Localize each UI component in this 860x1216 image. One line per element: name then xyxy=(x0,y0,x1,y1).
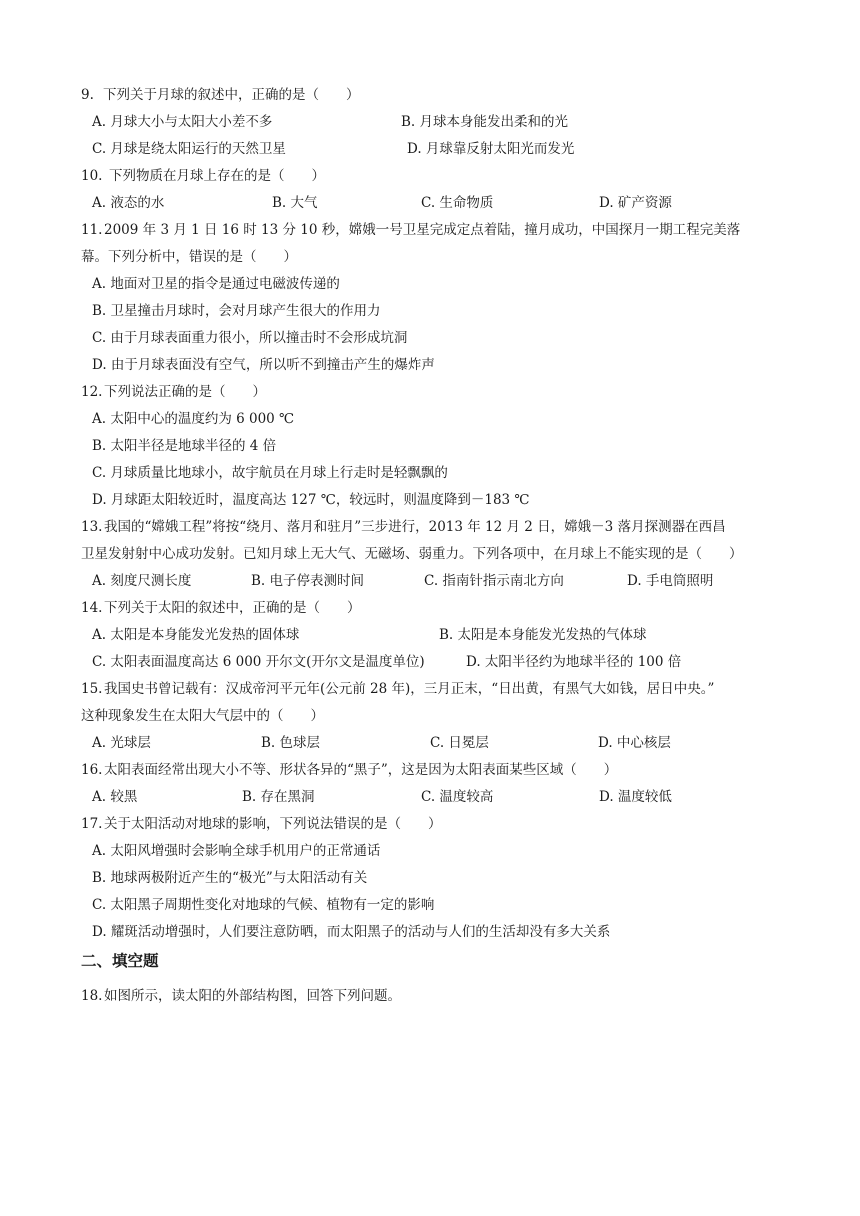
question-15-cont xyxy=(0,707,860,734)
option-d: D. 温度较低 xyxy=(599,789,672,805)
question-stem: 下列关于太阳的叙述中，正确的是（ ） xyxy=(104,600,361,616)
option-d: D. 太阳半径约为地球半径的 100 倍 xyxy=(466,654,682,670)
option-row xyxy=(0,410,860,437)
option-c: C. 由于月球表面重力很小，所以撞击时不会形成坑洞 xyxy=(92,330,408,346)
option-b: B. 太阳是本身能发光发热的气体球 xyxy=(439,627,647,643)
options-row xyxy=(0,113,860,140)
question-stem: 下列关于月球的叙述中，正确的是（ ） xyxy=(103,87,360,103)
option-c: C. 指南针指示南北方向 xyxy=(424,573,564,589)
option-row xyxy=(0,896,860,923)
question-number: 9. xyxy=(81,87,94,103)
option-d: D. 耀斑活动增强时，人们要注意防晒，而太阳黑子的活动与人们的生活却没有多大关系 xyxy=(92,924,611,940)
question-stem: 太阳表面经常出现大小不等、形状各异的“黑子”，这是因为太阳表面某些区域（ ） xyxy=(104,762,618,778)
question-15 xyxy=(0,680,860,707)
option-a: A. 较黑 xyxy=(92,789,138,805)
option-row xyxy=(0,302,860,329)
question-stem-line2: 幕。下列分析中，错误的是（ ） xyxy=(81,249,297,265)
question-number: 14. xyxy=(81,600,103,616)
option-a: A. 刻度尺测长度 xyxy=(92,573,192,589)
question-number: 15. xyxy=(81,681,103,697)
option-b: B. 地球两极附近产生的“极光”与太阳活动有关 xyxy=(92,870,368,886)
options-row xyxy=(0,653,860,680)
question-stem: 如图所示，读太阳的外部结构图，回答下列问题。 xyxy=(104,988,401,1004)
question-stem-line2: 卫星发射射中心成功发射。已知月球上无大气、无磁场、弱重力。下列各项中，在月球上不能实现的是（ ） xyxy=(81,546,743,562)
option-b: B. 太阳半径是地球半径的 4 倍 xyxy=(92,438,277,454)
question-number: 10. xyxy=(81,168,103,184)
question-number: 13. xyxy=(81,519,103,535)
option-d: D. 月球靠反射太阳光而发光 xyxy=(407,141,575,157)
option-a: A. 太阳风增强时会影响全球手机用户的正常通话 xyxy=(92,843,381,859)
option-d: D. 矿产资源 xyxy=(599,195,672,211)
question-11-cont xyxy=(0,248,860,275)
option-a: A. 太阳中心的温度约为 6 000 ℃ xyxy=(92,411,295,427)
question-10 xyxy=(0,167,860,194)
question-number: 18. xyxy=(81,988,103,1004)
option-row xyxy=(0,842,860,869)
question-stem: 下列物质在月球上存在的是（ ） xyxy=(109,168,325,184)
question-number: 16. xyxy=(81,762,103,778)
option-c: C. 月球是绕太阳运行的天然卫星 xyxy=(92,141,286,157)
option-c: C. 太阳黑子周期性变化对地球的气候、植物有一定的影响 xyxy=(92,897,435,913)
option-row xyxy=(0,437,860,464)
question-18 xyxy=(0,987,860,1014)
option-row xyxy=(0,329,860,356)
question-number: 12. xyxy=(81,384,103,400)
options-row xyxy=(0,626,860,653)
question-13-cont xyxy=(0,545,860,572)
option-d: D. 月球距太阳较近时，温度高达 127 ℃，较远时，则温度降到－183 ℃ xyxy=(92,492,530,508)
option-b: B. 月球本身能发出柔和的光 xyxy=(401,114,569,130)
question-17 xyxy=(0,815,860,842)
question-number: 11. xyxy=(81,222,103,238)
option-d: D. 手电筒照明 xyxy=(627,573,714,589)
option-row xyxy=(0,275,860,302)
options-row xyxy=(0,194,860,221)
option-c: C. 日冕层 xyxy=(430,735,489,751)
section-heading: 二、填空题 xyxy=(81,952,159,970)
option-b: B. 色球层 xyxy=(261,735,321,751)
option-row xyxy=(0,464,860,491)
question-12 xyxy=(0,383,860,410)
option-row xyxy=(0,356,860,383)
option-a: A. 月球大小与太阳大小差不多 xyxy=(92,114,273,130)
question-11 xyxy=(0,221,860,248)
question-stem: 下列说法正确的是（ ） xyxy=(104,384,266,400)
question-16 xyxy=(0,761,860,788)
question-stem-line1: 我国的“嫦娥工程”将按“绕月、落月和驻月”三步进行，2013 年 12 月 2 日，嫦娥－3 落月探测器在西昌 xyxy=(104,519,726,535)
option-a: A. 太阳是本身能发光发热的固体球 xyxy=(92,627,300,643)
option-d: D. 中心核层 xyxy=(598,735,671,751)
question-number: 17. xyxy=(81,816,103,832)
option-a: A. 液态的水 xyxy=(92,195,165,211)
option-b: B. 卫星撞击月球时，会对月球产生很大的作用力 xyxy=(92,303,381,319)
question-14 xyxy=(0,599,860,626)
option-d: D. 由于月球表面没有空气，所以听不到撞击产生的爆炸声 xyxy=(92,357,435,373)
question-stem-line1: 2009 年 3 月 1 日 16 时 13 分 10 秒，嫦娥一号卫星完成定点着陆，撞月成功，中国探月一期工程完美落 xyxy=(104,222,741,238)
question-9 xyxy=(0,86,860,113)
option-b: B. 大气 xyxy=(272,195,318,211)
question-stem-line2: 这种现象发生在太阳大气层中的（ ） xyxy=(81,708,324,724)
option-c: C. 月球质量比地球小，故宇航员在月球上行走时是轻飘飘的 xyxy=(92,465,448,481)
option-c: C. 温度较高 xyxy=(421,789,494,805)
options-row xyxy=(0,572,860,599)
option-b: B. 存在黑洞 xyxy=(242,789,315,805)
option-a: A. 地面对卫星的指令是通过电磁波传递的 xyxy=(92,276,340,292)
option-row xyxy=(0,869,860,896)
options-row xyxy=(0,734,860,761)
question-stem: 关于太阳活动对地球的影响，下列说法错误的是（ ） xyxy=(104,816,442,832)
option-c: C. 生命物质 xyxy=(421,195,494,211)
option-a: A. 光球层 xyxy=(92,735,151,751)
options-row xyxy=(0,788,860,815)
question-stem-line1: 我国史书曾记载有：汉成帝河平元年(公元前 28 年)，三月正末，“日出黄，有黑气大如钱，居日中央。” xyxy=(104,681,715,697)
option-c: C. 太阳表面温度高达 6 000 开尔文(开尔文是温度单位) xyxy=(92,654,425,670)
option-b: B. 电子停表测时间 xyxy=(251,573,365,589)
option-row xyxy=(0,923,860,950)
question-13 xyxy=(0,518,860,545)
options-row xyxy=(0,140,860,167)
option-row xyxy=(0,491,860,518)
